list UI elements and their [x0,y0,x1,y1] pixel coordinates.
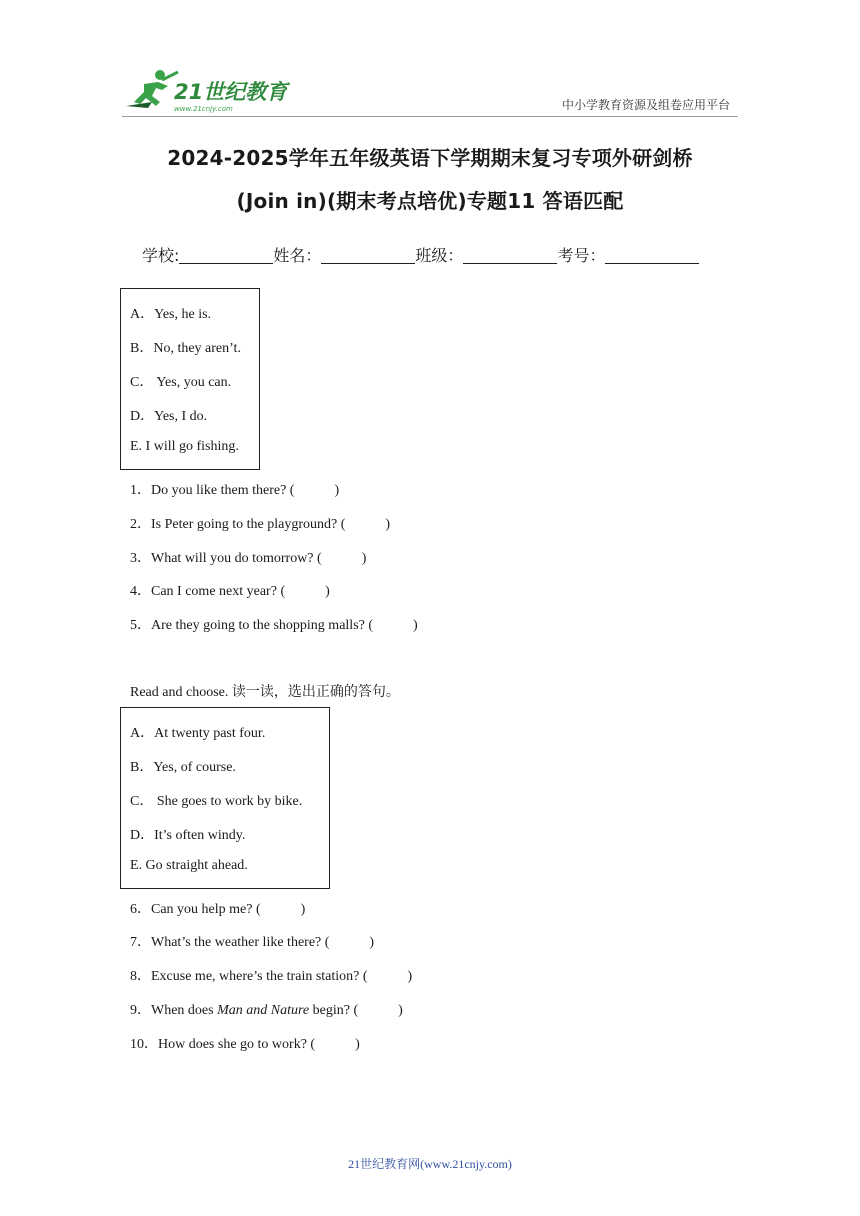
school-blank[interactable] [179,247,273,264]
close-paren: ) [361,551,367,566]
question-10 [130,1033,360,1053]
option-d: D．It’s often windy. [130,828,246,843]
question-8 [130,965,412,985]
question-4 [130,580,330,600]
footer-link[interactable]: 21世纪教育网(www.21cnjy.com) [348,1157,512,1171]
question-text: 1．Do you like them there? ( [130,483,295,498]
logo-text: 21世纪教育 [174,80,288,104]
number-blank[interactable] [605,247,699,264]
name-label: 姓名： [273,246,322,265]
question-text: 3．What will you do tomorrow? ( [130,551,322,566]
header-divider [122,116,738,117]
question-2 [130,513,390,533]
title-line-2: (Join in)(期末考点培优)专题11 答语匹配 [236,189,624,213]
close-paren: ) [334,483,340,498]
class-label: 班级： [415,246,464,265]
option-c: C． Yes, you can. [130,375,232,390]
question-text: 6．Can you help me? ( [130,902,261,917]
close-paren: ) [413,618,418,633]
logo-url: www.21cnjy.com [174,105,233,113]
option-b: B．Yes, of course. [130,760,236,775]
option-c: C． She goes to work by bike. [130,794,303,809]
question-text-post: begin? ( [309,1003,359,1018]
question-text: 8．Excuse me, where’s the train station? ( [130,969,368,984]
question-7 [130,931,374,951]
platform-tagline: 中小学教育资源及组卷应用平台 [561,98,730,112]
section-2-instruction: Read and choose. 读一读，选出正确的答句。 [130,685,400,700]
close-paren: ) [355,1037,360,1052]
options-box-1 [120,288,260,470]
runner-logo-icon [122,68,292,114]
question-text: 5．Are they going to the shopping malls? ( [130,618,374,633]
option-b: B．No, they aren’t. [130,341,241,356]
options-box-2 [120,707,330,889]
question-text: 10．How does she go to work? ( [130,1037,316,1052]
question-9 [130,999,403,1019]
option-a: A．At twenty past four. [130,726,266,741]
site-logo [122,68,292,114]
student-info-line [142,243,699,266]
question-text: 7．What’s the weather like there? ( [130,935,330,950]
close-paren: ) [369,935,375,950]
school-label: 学校: [142,246,180,265]
option-e: E. Go straight ahead. [130,858,248,873]
close-paren: ) [300,902,306,917]
close-paren: ) [398,1003,403,1018]
title-line-1: 2024-2025学年五年级英语下学期期末复习专项外研剑桥 [167,146,693,170]
class-blank[interactable] [463,247,557,264]
option-a: A．Yes, he is. [130,307,212,322]
question-text-italic: Man and Nature [217,1003,310,1018]
question-text-pre: 9．When does [130,1003,218,1018]
close-paren: ) [325,584,330,599]
question-3 [130,547,366,567]
question-1 [130,479,339,499]
option-e: E. I will go fishing. [130,439,239,454]
question-text: 4．Can I come next year? ( [130,584,286,599]
question-5 [130,614,418,634]
close-paren: ) [407,969,413,984]
name-blank[interactable] [321,247,415,264]
question-6 [130,898,305,918]
option-d: D．Yes, I do. [130,409,208,424]
close-paren: ) [385,517,391,532]
number-label: 考号： [557,246,606,265]
question-text: 2．Is Peter going to the playground? ( [130,517,346,532]
